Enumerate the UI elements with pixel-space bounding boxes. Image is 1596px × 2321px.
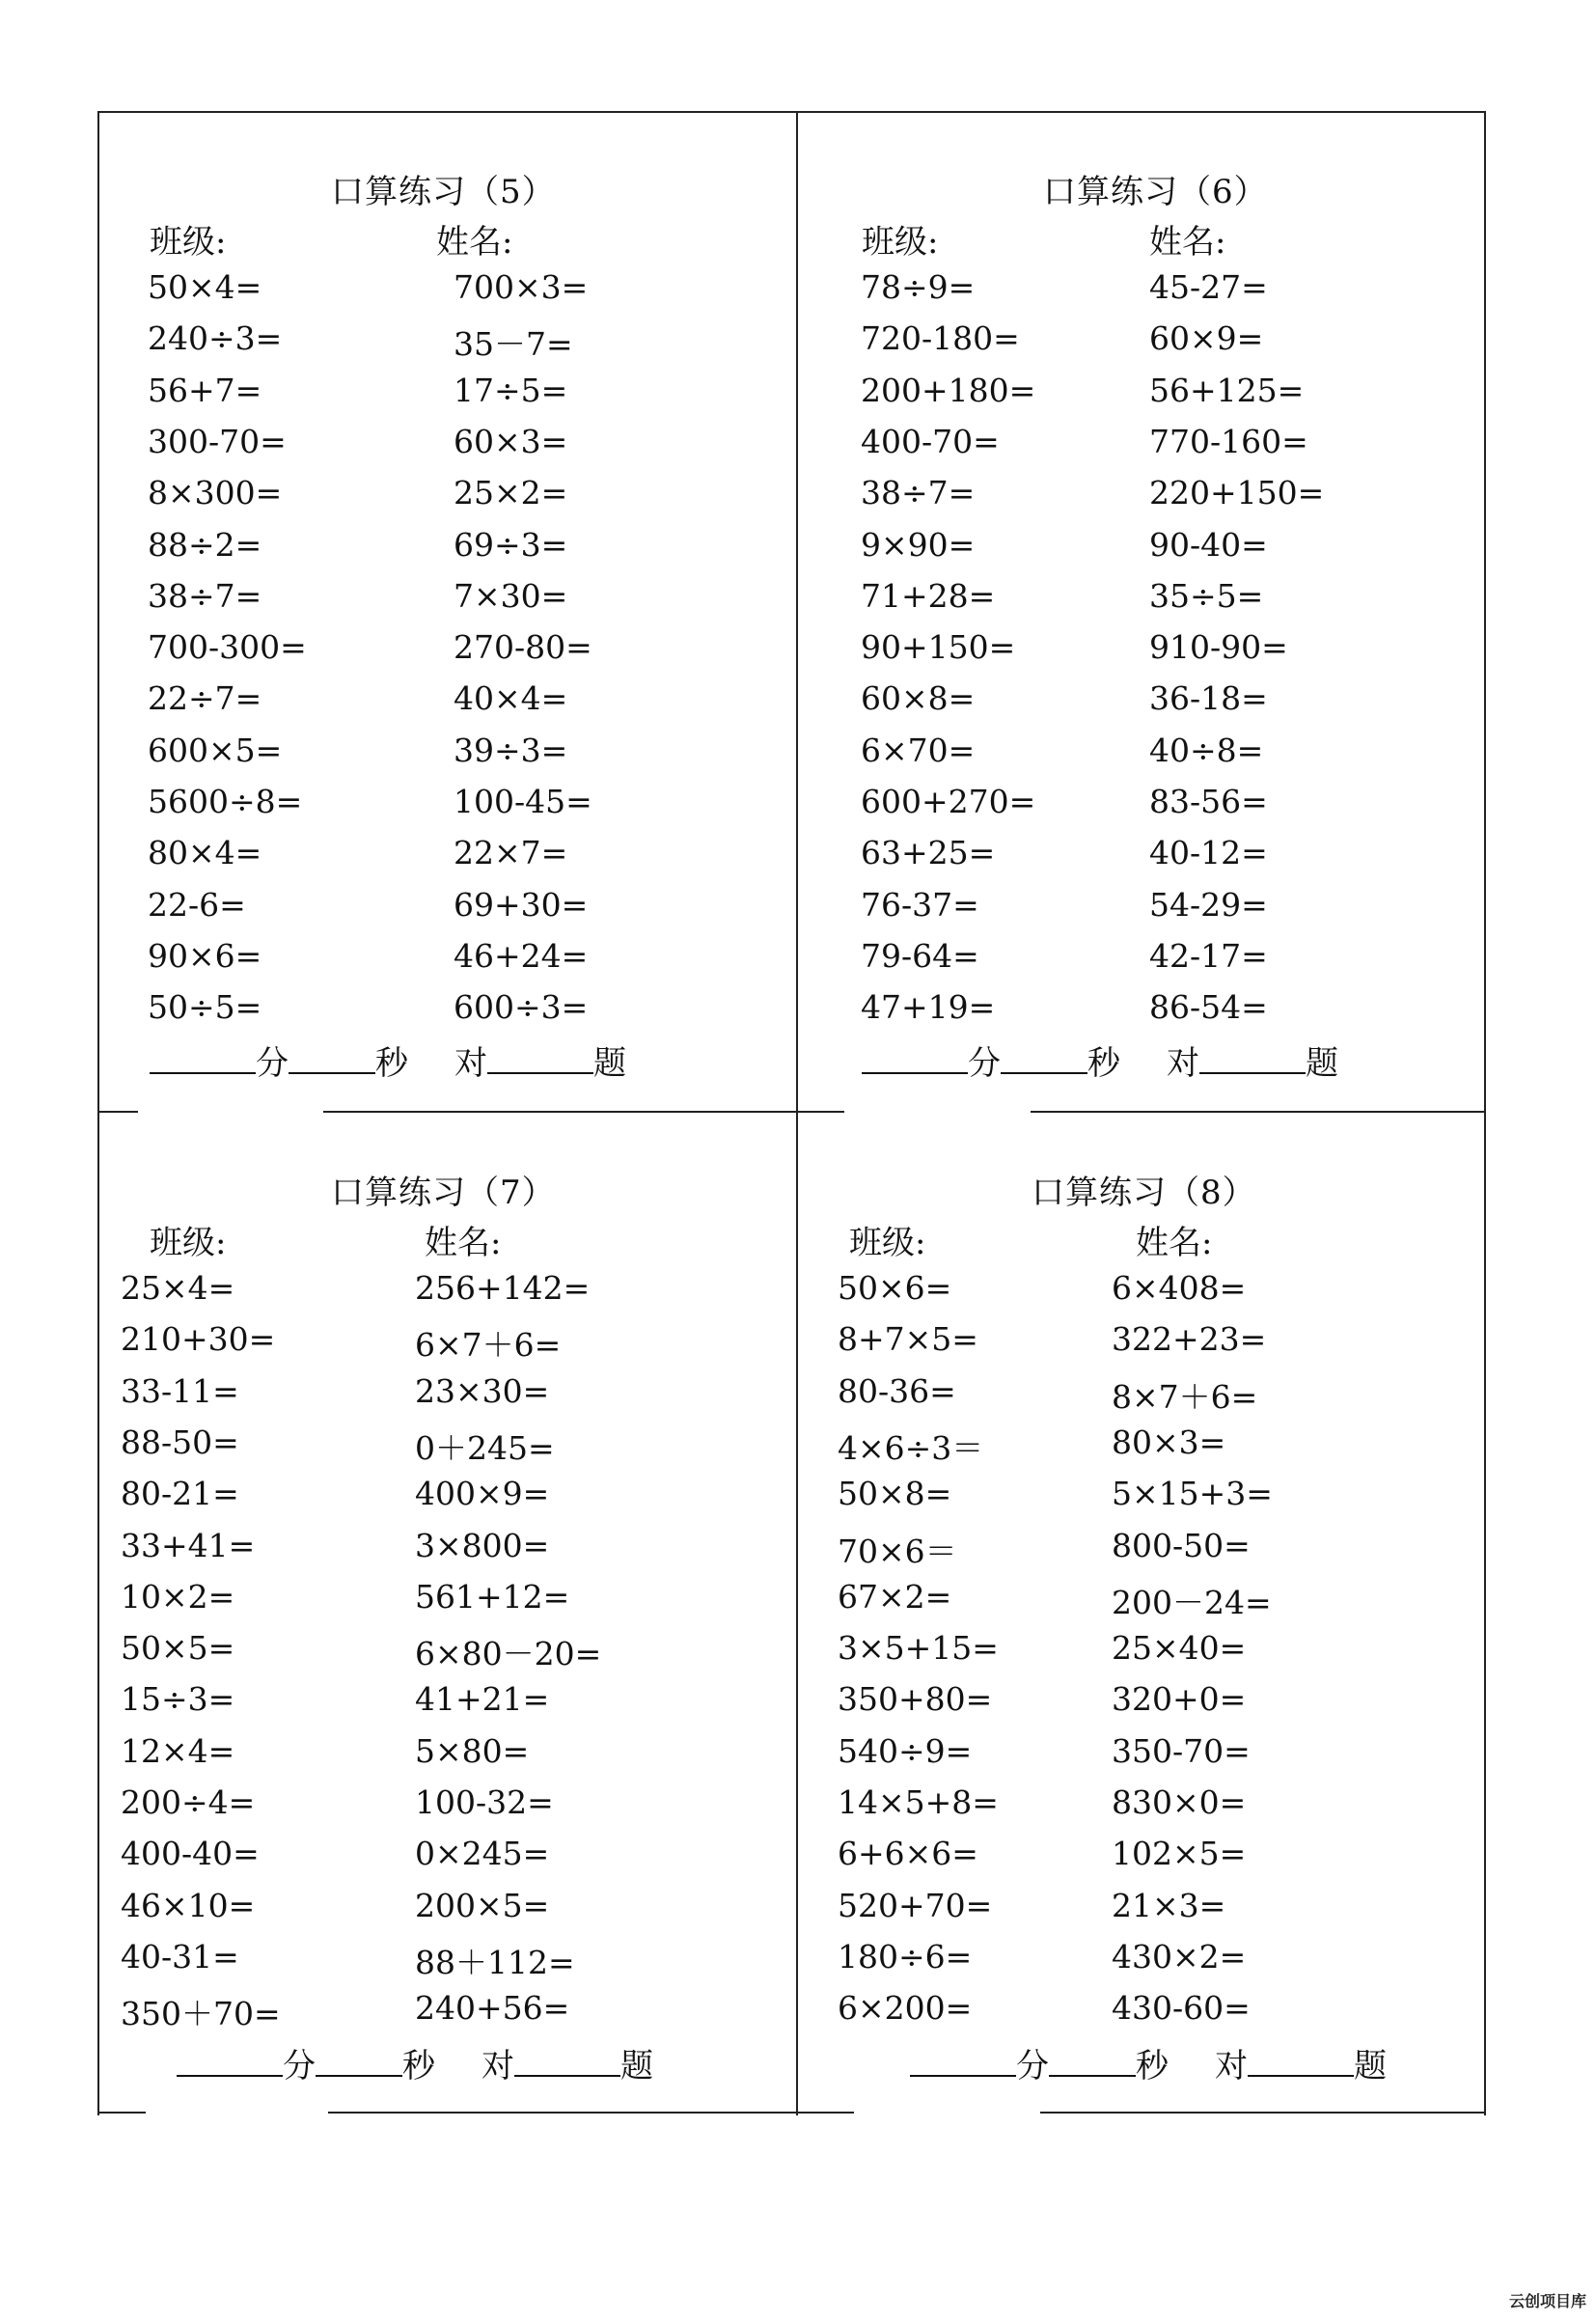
arithmetic-problem: 21×3= bbox=[1112, 1886, 1226, 1924]
arithmetic-problem: 70×6＝ bbox=[838, 1532, 957, 1570]
arithmetic-problem: 78÷9= bbox=[861, 268, 976, 306]
arithmetic-problem: 600÷3= bbox=[454, 988, 589, 1027]
arithmetic-problem: 90+150= bbox=[861, 628, 1016, 667]
arithmetic-problem: 25×4= bbox=[121, 1269, 235, 1307]
arithmetic-problem: 25×2= bbox=[454, 474, 568, 512]
frame-top-border bbox=[97, 111, 1486, 113]
score-footer bbox=[862, 1036, 1338, 1084]
arithmetic-problem: 46+24= bbox=[454, 936, 589, 975]
bottom-rule-segment bbox=[328, 2112, 854, 2114]
arithmetic-problem: 5600÷8= bbox=[148, 783, 303, 820]
seconds-label: 秒 bbox=[1136, 2047, 1169, 2086]
arithmetic-problem: 180÷6= bbox=[838, 1937, 973, 1976]
arithmetic-problem: 60×8= bbox=[861, 679, 976, 718]
arithmetic-problem: 88＋112= bbox=[415, 1943, 575, 1981]
arithmetic-problem: 9×90= bbox=[861, 525, 976, 564]
arithmetic-problem: 17÷5= bbox=[454, 371, 568, 409]
frame-right-border bbox=[1484, 111, 1486, 2115]
arithmetic-problem: 56+7= bbox=[148, 371, 262, 409]
arithmetic-problem: 50×5= bbox=[121, 1629, 235, 1668]
arithmetic-problem: 40-31= bbox=[121, 1937, 239, 1976]
questions-label: 题 bbox=[1306, 1044, 1338, 1083]
arithmetic-problem: 40÷8= bbox=[1149, 731, 1264, 769]
arithmetic-problem: 561+12= bbox=[415, 1577, 570, 1616]
panel-title: 口算练习（5） bbox=[331, 173, 556, 211]
arithmetic-problem: 200×5= bbox=[415, 1886, 550, 1924]
arithmetic-problem: 50÷5= bbox=[148, 988, 262, 1027]
score-footer bbox=[150, 1036, 626, 1084]
arithmetic-problem: 800-50= bbox=[1112, 1526, 1251, 1564]
frame-center-divider bbox=[796, 111, 798, 2115]
middle-rule-segment bbox=[323, 1111, 844, 1113]
arithmetic-problem: 200÷4= bbox=[121, 1783, 256, 1821]
arithmetic-problem: 600×5= bbox=[148, 731, 283, 769]
name-label: 姓名: bbox=[425, 1224, 502, 1262]
arithmetic-problem: 320+0= bbox=[1112, 1680, 1247, 1719]
arithmetic-problem: 42-17= bbox=[1149, 936, 1268, 975]
arithmetic-problem: 770-160= bbox=[1149, 422, 1308, 460]
arithmetic-problem: 7×30= bbox=[454, 576, 568, 615]
arithmetic-problem: 400-70= bbox=[861, 422, 1000, 460]
correct-label: 对 bbox=[1167, 1044, 1199, 1083]
minutes-blank[interactable] bbox=[177, 2048, 283, 2077]
correct-label: 对 bbox=[1215, 2047, 1248, 2086]
arithmetic-problem: 430×2= bbox=[1112, 1937, 1247, 1976]
arithmetic-problem: 69+30= bbox=[454, 885, 589, 924]
arithmetic-problem: 12×4= bbox=[121, 1731, 235, 1770]
arithmetic-problem: 830×0= bbox=[1112, 1783, 1247, 1821]
arithmetic-problem: 50×4= bbox=[148, 268, 262, 306]
correct-label: 对 bbox=[454, 1044, 487, 1083]
arithmetic-problem: 50×8= bbox=[838, 1475, 952, 1513]
arithmetic-problem: 69÷3= bbox=[454, 525, 568, 564]
arithmetic-problem: 67×2= bbox=[838, 1577, 952, 1616]
arithmetic-problem: 10×2= bbox=[121, 1577, 235, 1616]
arithmetic-problem: 71+28= bbox=[861, 576, 996, 615]
watermark-text: 云创项目库 bbox=[1508, 2292, 1586, 2310]
arithmetic-problem: 47+19= bbox=[861, 988, 996, 1027]
arithmetic-problem: 39÷3= bbox=[454, 731, 568, 769]
arithmetic-problem: 3×800= bbox=[415, 1526, 550, 1564]
arithmetic-problem: 350+80= bbox=[838, 1680, 993, 1719]
minutes-label: 分 bbox=[968, 1044, 1001, 1083]
name-label: 姓名: bbox=[1149, 223, 1226, 262]
correct-blank[interactable] bbox=[514, 2048, 620, 2077]
arithmetic-problem: 350-70= bbox=[1112, 1731, 1251, 1770]
seconds-blank[interactable] bbox=[1049, 2048, 1136, 2077]
panel-title: 口算练习（8） bbox=[1032, 1174, 1256, 1212]
arithmetic-problem: 100-32= bbox=[415, 1783, 554, 1821]
class-label: 班级: bbox=[150, 223, 227, 262]
arithmetic-problem: 350＋70= bbox=[121, 1995, 281, 2033]
arithmetic-problem: 400-40= bbox=[121, 1835, 260, 1873]
seconds-blank[interactable] bbox=[289, 1045, 375, 1074]
arithmetic-problem: 6×200= bbox=[838, 1989, 973, 2028]
arithmetic-problem: 76-37= bbox=[861, 885, 979, 924]
arithmetic-problem: 200+180= bbox=[861, 371, 1036, 409]
arithmetic-problem: 6×7＋6= bbox=[415, 1326, 562, 1365]
arithmetic-problem: 86-54= bbox=[1149, 988, 1268, 1027]
arithmetic-problem: 80×3= bbox=[1112, 1423, 1226, 1461]
arithmetic-problem: 79-64= bbox=[861, 936, 979, 975]
arithmetic-problem: 83-56= bbox=[1149, 783, 1268, 820]
questions-label: 题 bbox=[1354, 2047, 1387, 2086]
minutes-blank[interactable] bbox=[910, 2048, 1016, 2077]
questions-label: 题 bbox=[593, 1044, 626, 1083]
arithmetic-problem: 90×6= bbox=[148, 936, 262, 975]
score-footer bbox=[177, 2039, 653, 2086]
class-label: 班级: bbox=[862, 223, 939, 262]
minutes-blank[interactable] bbox=[862, 1045, 968, 1074]
arithmetic-problem: 6×408= bbox=[1112, 1269, 1247, 1307]
minutes-label: 分 bbox=[283, 2047, 316, 2086]
arithmetic-problem: 54-29= bbox=[1149, 885, 1268, 924]
arithmetic-problem: 14×5+8= bbox=[838, 1783, 999, 1821]
arithmetic-problem: 41+21= bbox=[415, 1680, 550, 1719]
middle-rule-segment bbox=[97, 1111, 138, 1113]
seconds-label: 秒 bbox=[1087, 1044, 1120, 1083]
arithmetic-problem: 700×3= bbox=[454, 268, 589, 306]
arithmetic-problem: 88-50= bbox=[121, 1423, 239, 1461]
minutes-blank[interactable] bbox=[150, 1045, 256, 1074]
arithmetic-problem: 90-40= bbox=[1149, 525, 1268, 564]
arithmetic-problem: 220+150= bbox=[1149, 474, 1325, 512]
correct-blank[interactable] bbox=[1199, 1045, 1306, 1074]
arithmetic-problem: 50×6= bbox=[838, 1269, 952, 1307]
arithmetic-problem: 430-60= bbox=[1112, 1989, 1251, 2028]
arithmetic-problem: 80-36= bbox=[838, 1371, 956, 1410]
arithmetic-problem: 700-300= bbox=[148, 628, 307, 667]
bottom-rule-segment bbox=[1040, 2112, 1486, 2114]
questions-label: 题 bbox=[620, 2047, 653, 2086]
arithmetic-problem: 33+41= bbox=[121, 1526, 256, 1564]
arithmetic-problem: 102×5= bbox=[1112, 1835, 1247, 1873]
minutes-label: 分 bbox=[1016, 2047, 1049, 2086]
arithmetic-problem: 256+142= bbox=[415, 1269, 591, 1307]
arithmetic-problem: 25×40= bbox=[1112, 1629, 1247, 1668]
arithmetic-problem: 240+56= bbox=[415, 1989, 570, 2028]
arithmetic-problem: 22-6= bbox=[148, 885, 246, 924]
arithmetic-problem: 80×4= bbox=[148, 834, 262, 872]
arithmetic-problem: 0＋245= bbox=[415, 1428, 555, 1467]
middle-rule-segment bbox=[1031, 1111, 1486, 1113]
arithmetic-problem: 600+270= bbox=[861, 783, 1036, 820]
panel-title: 口算练习（7） bbox=[331, 1174, 556, 1212]
arithmetic-problem: 22÷7= bbox=[148, 679, 262, 718]
class-label: 班级: bbox=[849, 1224, 926, 1262]
name-label: 姓名: bbox=[1136, 1224, 1213, 1262]
arithmetic-problem: 88÷2= bbox=[148, 525, 262, 564]
arithmetic-problem: 400×9= bbox=[415, 1475, 550, 1513]
class-label: 班级: bbox=[150, 1224, 227, 1262]
arithmetic-problem: 22×7= bbox=[454, 834, 568, 872]
arithmetic-problem: 40×4= bbox=[454, 679, 568, 718]
seconds-blank[interactable] bbox=[316, 2048, 402, 2077]
arithmetic-problem: 8×300= bbox=[148, 474, 283, 512]
arithmetic-problem: 300-70= bbox=[148, 422, 287, 460]
arithmetic-problem: 0×245= bbox=[415, 1835, 550, 1873]
arithmetic-problem: 63+25= bbox=[861, 834, 996, 872]
arithmetic-problem: 240÷3= bbox=[148, 319, 283, 358]
arithmetic-problem: 520+70= bbox=[838, 1886, 993, 1924]
arithmetic-problem: 8+7×5= bbox=[838, 1320, 978, 1359]
seconds-label: 秒 bbox=[402, 2047, 435, 2086]
arithmetic-problem: 5×15+3= bbox=[1112, 1475, 1273, 1513]
arithmetic-problem: 60×3= bbox=[454, 422, 568, 460]
arithmetic-problem: 36-18= bbox=[1149, 679, 1268, 718]
arithmetic-problem: 910-90= bbox=[1149, 628, 1288, 667]
arithmetic-problem: 15÷3= bbox=[121, 1680, 235, 1719]
arithmetic-problem: 33-11= bbox=[121, 1371, 239, 1410]
name-label: 姓名: bbox=[436, 223, 513, 262]
arithmetic-problem: 5×80= bbox=[415, 1731, 530, 1770]
arithmetic-problem: 40-12= bbox=[1149, 834, 1268, 872]
arithmetic-problem: 200－24= bbox=[1112, 1583, 1272, 1621]
seconds-label: 秒 bbox=[375, 1044, 408, 1083]
arithmetic-problem: 60×9= bbox=[1149, 319, 1264, 358]
arithmetic-problem: 6+6×6= bbox=[838, 1835, 978, 1873]
arithmetic-problem: 720-180= bbox=[861, 319, 1020, 358]
panel-title: 口算练习（6） bbox=[1043, 173, 1268, 211]
arithmetic-problem: 23×30= bbox=[415, 1371, 550, 1410]
arithmetic-problem: 35÷5= bbox=[1149, 576, 1264, 615]
arithmetic-problem: 6×70= bbox=[861, 731, 976, 769]
bottom-rule-segment bbox=[97, 2112, 146, 2114]
arithmetic-problem: 8×7＋6= bbox=[1112, 1377, 1258, 1416]
minutes-label: 分 bbox=[256, 1044, 289, 1083]
arithmetic-problem: 6×80－20= bbox=[415, 1635, 602, 1673]
score-footer bbox=[910, 2039, 1387, 2086]
arithmetic-problem: 46×10= bbox=[121, 1886, 256, 1924]
arithmetic-problem: 38÷7= bbox=[861, 474, 976, 512]
arithmetic-problem: 35－7= bbox=[454, 325, 573, 364]
correct-blank[interactable] bbox=[487, 1045, 593, 1074]
arithmetic-problem: 270-80= bbox=[454, 628, 592, 667]
arithmetic-problem: 45-27= bbox=[1149, 268, 1268, 306]
arithmetic-problem: 3×5+15= bbox=[838, 1629, 999, 1668]
arithmetic-problem: 38÷7= bbox=[148, 576, 262, 615]
arithmetic-problem: 100-45= bbox=[454, 783, 592, 820]
arithmetic-problem: 540÷9= bbox=[838, 1731, 973, 1770]
correct-blank[interactable] bbox=[1248, 2048, 1354, 2077]
arithmetic-problem: 4×6÷3＝ bbox=[838, 1428, 984, 1467]
frame-left-border bbox=[97, 111, 99, 2115]
correct-label: 对 bbox=[482, 2047, 514, 2086]
arithmetic-problem: 80-21= bbox=[121, 1475, 239, 1513]
seconds-blank[interactable] bbox=[1001, 1045, 1087, 1074]
arithmetic-problem: 322+23= bbox=[1112, 1320, 1267, 1359]
arithmetic-problem: 210+30= bbox=[121, 1320, 276, 1359]
arithmetic-problem: 56+125= bbox=[1149, 371, 1305, 409]
